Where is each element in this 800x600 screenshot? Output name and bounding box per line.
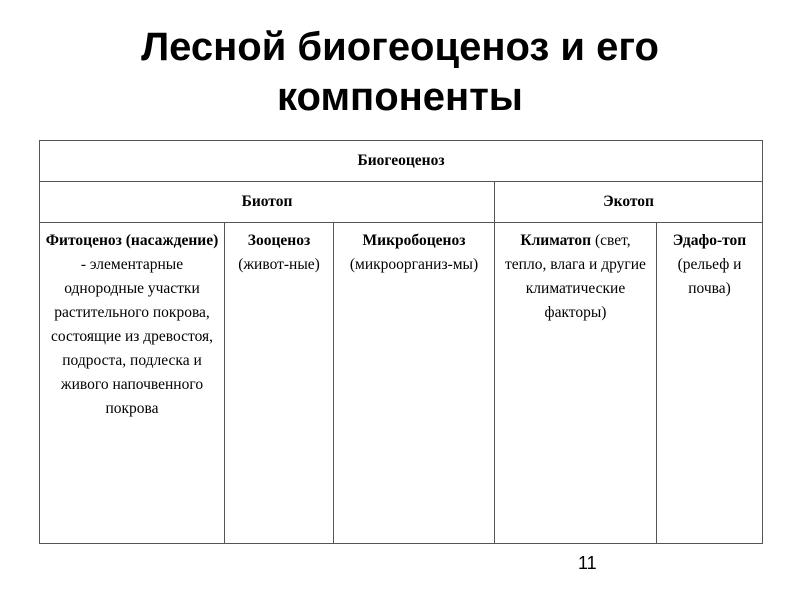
cell-fitocenoz-text: - элементарные однородные участки растительного покрова, состоящие из древостоя, подроста, подлеска и живого напочвенного покрова bbox=[50, 256, 214, 417]
group-label-ekotop: Экотоп bbox=[603, 193, 654, 210]
page-number: 11 bbox=[578, 553, 597, 573]
cell-klimatop bbox=[495, 223, 657, 544]
table-header-biogeocenosis bbox=[40, 141, 763, 182]
cell-fitocenoz bbox=[40, 223, 225, 544]
cell-fitocenoz-title: Фитоценоз (насаждение) bbox=[45, 232, 219, 249]
cell-klimatop-title: Климатоп bbox=[520, 232, 592, 249]
group-cell-ekotop bbox=[495, 182, 763, 223]
cell-zoocenoz-text: (живот-ные) bbox=[238, 256, 320, 273]
cell-klimatop-text: (свет, тепло, влага и другие климатические факторы) bbox=[505, 232, 646, 321]
cell-mikrobocenoz-title: Микробоценоз bbox=[362, 232, 466, 249]
cell-mikrobocenoz bbox=[334, 223, 495, 544]
title-line-2: компоненты bbox=[277, 75, 523, 119]
cell-edafotop-text: (рельеф и почва) bbox=[677, 256, 742, 297]
cell-edafotop-title: Эдафо-топ bbox=[672, 232, 747, 249]
group-cell-biotop bbox=[40, 182, 495, 223]
cell-zoocenoz bbox=[225, 223, 334, 544]
cell-zoocenoz-title: Зооценоз bbox=[247, 232, 311, 249]
group-label-biotop: Биотоп bbox=[241, 193, 293, 210]
table-header-label: Биогеоценоз bbox=[357, 152, 445, 169]
cell-mikrobocenoz-text: (микроорганиз-мы) bbox=[349, 256, 479, 273]
cell-edafotop bbox=[657, 223, 763, 544]
title-line-1: Лесной биогеоценоз и его bbox=[141, 25, 659, 69]
biogeocenosis-table bbox=[39, 140, 763, 544]
slide-title bbox=[0, 22, 800, 122]
